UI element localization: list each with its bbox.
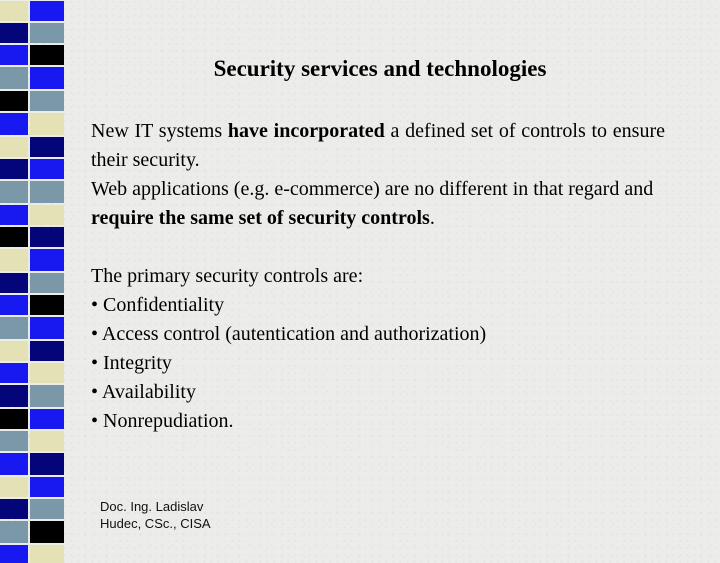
stripe-block bbox=[30, 317, 64, 339]
stripe-block bbox=[30, 431, 64, 451]
stripe-block bbox=[0, 249, 28, 271]
stripe-block bbox=[0, 113, 28, 135]
stripe-block bbox=[0, 23, 28, 43]
stripe-block bbox=[0, 91, 28, 111]
emphasis-text: have incorporated bbox=[227, 120, 385, 142]
text-run: New IT systems bbox=[91, 120, 228, 142]
stripe-block bbox=[30, 45, 64, 65]
stripe-block bbox=[0, 1, 28, 21]
emphasis-text: require the same set of security controls bbox=[91, 207, 430, 229]
stripe-block bbox=[0, 477, 28, 497]
stripe-block bbox=[30, 273, 64, 293]
decorative-stripe bbox=[0, 0, 80, 540]
stripe-block bbox=[30, 477, 64, 497]
stripe-block bbox=[30, 363, 64, 383]
stripe-block bbox=[30, 67, 64, 89]
stripe-block bbox=[0, 295, 28, 315]
stripe-block bbox=[0, 137, 28, 157]
stripe-block bbox=[0, 431, 28, 451]
stripe-block bbox=[30, 545, 64, 563]
stripe-block bbox=[30, 385, 64, 407]
stripe-block bbox=[30, 499, 64, 519]
stripe-block bbox=[0, 545, 28, 563]
stripe-block bbox=[30, 91, 64, 111]
stripe-block bbox=[30, 453, 64, 475]
text-run: a defined set of controls to ensure their security. bbox=[91, 120, 665, 171]
stripe-block bbox=[30, 249, 64, 271]
stripe-block bbox=[0, 385, 28, 407]
stripe-block bbox=[30, 113, 64, 135]
stripe-block bbox=[0, 205, 28, 225]
stripe-block bbox=[0, 363, 28, 383]
stripe-block bbox=[0, 273, 28, 293]
stripe-block bbox=[30, 341, 64, 361]
stripe-block bbox=[30, 181, 64, 203]
list-item-confidentiality: • Confidentiality bbox=[91, 294, 225, 316]
stripe-block bbox=[30, 1, 64, 21]
text-run: Web applications (e.g. e-commerce) are no different in that regard and bbox=[91, 178, 654, 200]
stripe-block bbox=[30, 205, 64, 225]
footer-line: Hudec, CSc., CISA bbox=[100, 516, 211, 531]
stripe-block bbox=[30, 23, 64, 43]
stripe-block bbox=[30, 159, 64, 179]
stripe-block bbox=[30, 137, 64, 157]
stripe-block bbox=[30, 409, 64, 429]
list-item-availability: • Availability bbox=[91, 381, 196, 403]
paragraph-intro bbox=[91, 117, 665, 233]
footer-line: Doc. Ing. Ladislav bbox=[100, 499, 204, 514]
author-footer bbox=[100, 498, 211, 532]
stripe-block bbox=[0, 159, 28, 179]
stripe-block bbox=[0, 181, 28, 203]
stripe-block bbox=[0, 453, 28, 475]
slide-title: Security services and technologies bbox=[213, 56, 547, 81]
list-item-nonrepudiation: • Nonrepudiation. bbox=[91, 410, 234, 432]
list-item-access-control: • Access control (autentication and authorization) bbox=[91, 323, 487, 345]
stripe-block bbox=[0, 45, 28, 65]
stripe-block bbox=[30, 295, 64, 315]
list-heading: The primary security controls are: bbox=[91, 265, 364, 287]
stripe-block bbox=[0, 341, 28, 361]
stripe-block bbox=[0, 67, 28, 89]
list-item-integrity: • Integrity bbox=[91, 352, 172, 374]
text-run: . bbox=[429, 207, 435, 229]
stripe-block bbox=[0, 227, 28, 247]
stripe-block bbox=[0, 317, 28, 339]
stripe-block bbox=[0, 409, 28, 429]
stripe-block bbox=[0, 499, 28, 519]
stripe-block bbox=[30, 227, 64, 247]
controls-list bbox=[91, 262, 665, 436]
